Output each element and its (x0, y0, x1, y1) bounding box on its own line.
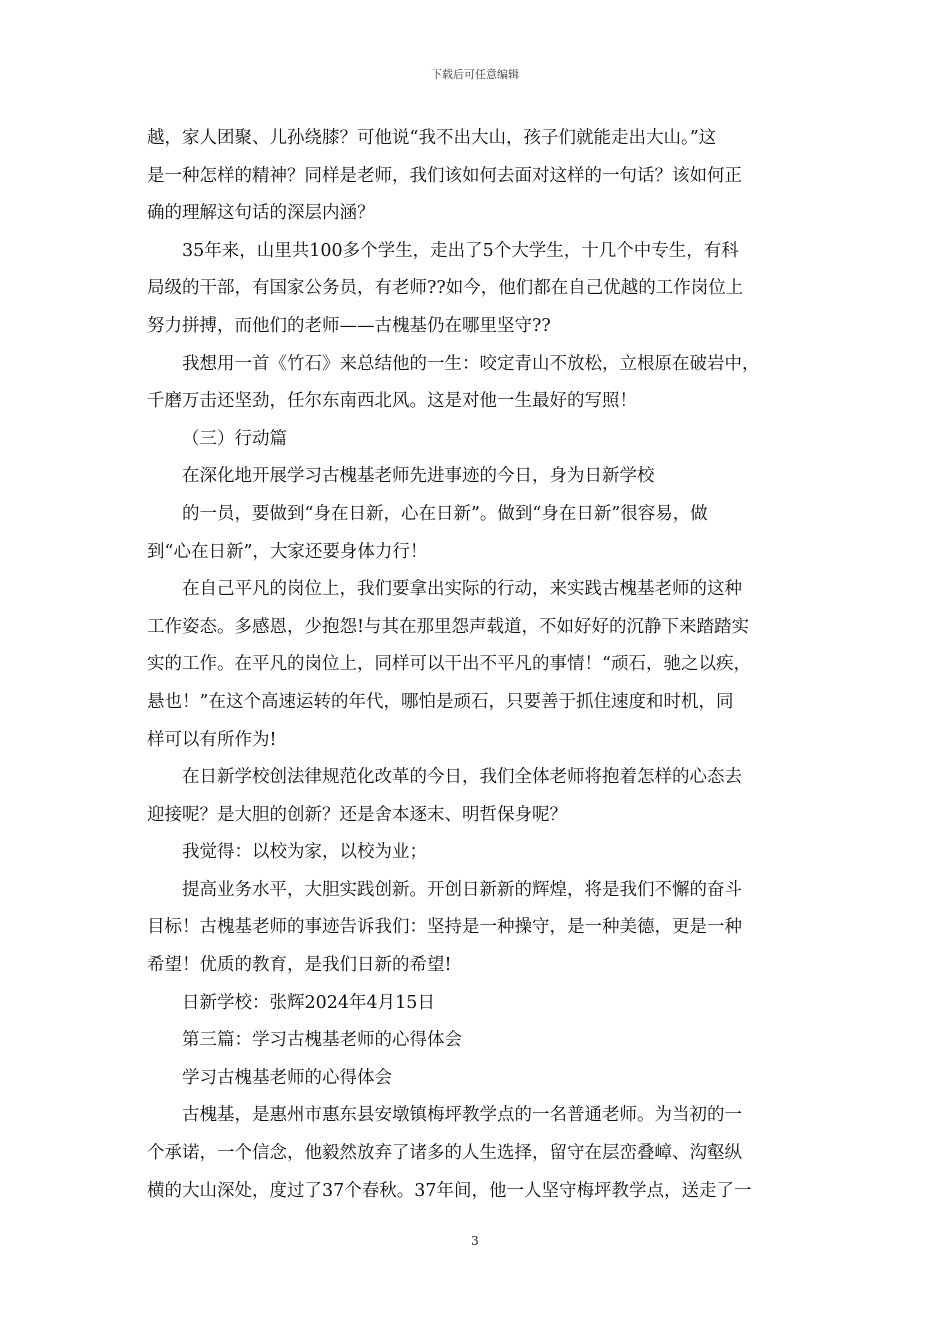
document-body (147, 120, 807, 1210)
text-line: 学习古槐基老师的心得体会 (182, 1067, 392, 1088)
text-line: 是一种怎样的精神？同样是老师，我们该如何去面对这样的一句话？该如何正 (147, 165, 742, 186)
text-line: 35年来，山里共100多个学生，走出了5个大学生，十几个中专生，有科 (182, 240, 739, 261)
text-line: 古槐基，是惠州市惠东县安墩镇梅坪教学点的一名普通老师。为当初的一 (182, 1105, 742, 1126)
page-number: 3 (471, 1234, 479, 1248)
text-line: 在深化地开展学习古槐基老师先进事迹的今日，身为日新学校 (182, 466, 655, 487)
text-line: 工作姿态。多感恩，少抱怨!与其在那里怨声载道，不如好好的沉静下来踏踏实 (147, 616, 750, 637)
text-line: 悬也！”在这个高速运转的年代，哪怕是顽石，只要善于抓住速度和时机，同 (147, 691, 734, 712)
text-line: 提高业务水平，大胆实践创新。开创日新新的辉煌，将是我们不懈的奋斗 (182, 879, 742, 900)
text-line: 迎接呢？是大胆的创新？还是舍本逐末、明哲保身呢？ (147, 804, 567, 825)
text-line: 到“心在日新”，大家还要身体力行！ (147, 541, 428, 562)
text-line: 实的工作。在平凡的岗位上，同样可以干出不平凡的事情！“顽石，驰之以疾， (147, 654, 751, 675)
text-line: 确的理解这句话的深层内涵？ (147, 203, 375, 224)
text-line: 的一员，要做到“身在日新，心在日新”。做到“身在日新”很容易，做 (182, 503, 708, 524)
text-line: 我觉得：以校为家，以校为业； (182, 842, 427, 863)
text-line: 在自己平凡的岗位上，我们要拿出实际的行动，来实践古槐基老师的这种 (182, 579, 742, 600)
text-line: 努力拼搏，而他们的老师——古槐基仍在哪里坚守?? (147, 315, 551, 336)
text-line: 第三篇：学习古槐基老师的心得体会 (182, 1030, 462, 1051)
text-line: 我想用一首《竹石》来总结他的一生：咬定青山不放松，立根原在破岩中， (182, 353, 760, 374)
text-line: 局级的干部，有国家公务员，有老师??如今，他们都在自己优越的工作岗位上 (147, 278, 744, 299)
text-line: 希望！优质的教育，是我们日新的希望! (147, 955, 452, 976)
text-line: 日新学校：张辉2024年4月15日 (182, 992, 435, 1013)
page-header: 下载后可任意编辑 (431, 68, 519, 81)
text-line: 越，家人团聚、儿孙绕膝？可他说“我不出大山，孩子们就能走出大山。”这 (147, 128, 717, 148)
text-line: 横的大山深处，度过了37个春秋。37年间，他一人坚守梅坪教学点，送走了一 (147, 1180, 752, 1201)
text-line: 样可以有所作为! (147, 729, 277, 750)
text-line: 在日新学校创法律规范化改革的今日，我们全体老师将抱着怎样的心态去 (182, 767, 742, 788)
text-line: 目标！古槐基老师的事迹告诉我们：坚持是一种操守，是一种美德，更是一种 (147, 917, 742, 938)
text-line: 个承诺，一个信念，他毅然放弃了诸多的人生选择，留守在层峦叠嶂、沟壑纵 (147, 1143, 742, 1164)
text-line: 千磨万击还坚劲，任尔东南西北风。这是对他一生最好的写照！ (147, 391, 637, 412)
text-line: （三）行动篇 (182, 428, 287, 449)
